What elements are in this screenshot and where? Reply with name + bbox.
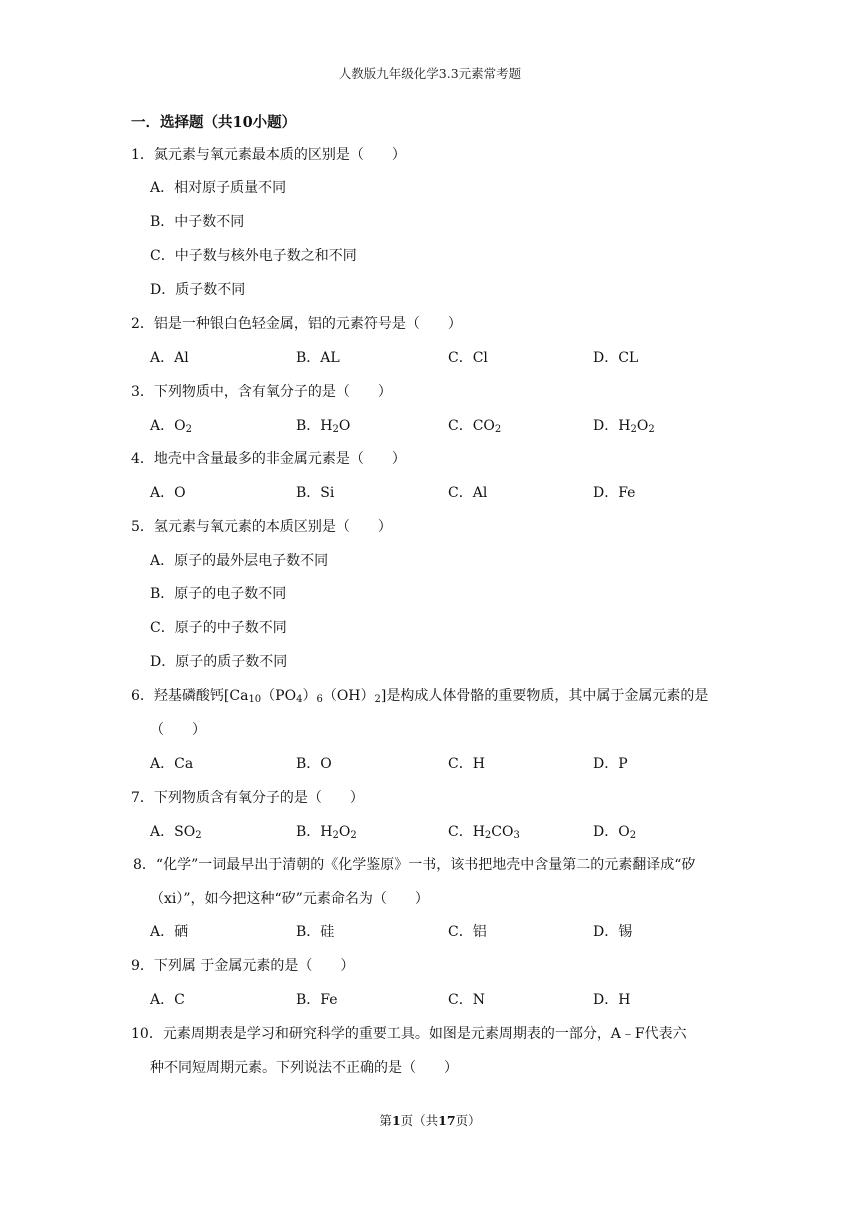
question-4-options [0, 483, 860, 503]
section-title: 一．选择题（共10小题） [131, 114, 297, 131]
question-8-option-d: D．锡 [593, 924, 633, 940]
question-5-option-b: B．原子的电子数不同 [150, 586, 287, 602]
question-8-option-a: A．硒 [150, 924, 189, 940]
question-4-option-d: D．Fe [593, 485, 636, 501]
question-7-stem: 7．下列物质含有氧分子的是（ ） [131, 790, 364, 806]
question-4-option-a: A．O [150, 485, 186, 501]
question-1-option-c: C．中子数与核外电子数之和不同 [150, 248, 357, 264]
question-8-option-b: B．硅 [296, 924, 335, 940]
question-2-option-a: A．Al [150, 350, 189, 366]
question-8-options [0, 922, 860, 942]
question-10-stem-cont: 种不同短周期元素。下列说法不正确的是（ ） [150, 1060, 458, 1076]
question-1-stem: 1．氮元素与氧元素最本质的区别是（ ） [131, 147, 406, 163]
question-4-option-b: B．Si [296, 485, 335, 501]
question-6-option-a: A．Ca [150, 756, 194, 772]
question-6-stem-cont: （ ） [150, 722, 206, 738]
question-9-option-d: D．H [593, 992, 631, 1008]
question-6-option-c: C．H [448, 756, 485, 772]
question-1-option-a: A．相对原子质量不同 [150, 180, 287, 196]
question-2-stem: 2．铝是一种银白色轻金属，铝的元素符号是（ ） [131, 316, 462, 332]
question-3-option-a: A．$O_2$ [150, 418, 192, 435]
question-6-option-d: D．P [593, 756, 628, 772]
question-3-options [0, 416, 860, 436]
page-footer: 第1页（共17页） [379, 1113, 481, 1128]
question-6-option-b: B．O [296, 756, 332, 772]
total-page-count: 17 [438, 1113, 456, 1128]
question-7-option-d: D．$O_2$ [593, 824, 637, 841]
question-2-option-d: D．CL [593, 350, 639, 366]
question-6-options [0, 754, 860, 774]
question-5-option-d: D．原子的质子数不同 [150, 654, 288, 670]
question-7-options [0, 822, 860, 842]
question-3-option-d: D．$H_2O_2$ [593, 418, 655, 435]
question-7-option-c: C．$H_2CO_3$ [448, 824, 520, 841]
question-2-option-c: C．Cl [448, 350, 488, 366]
question-6-stem: 6．羟基磷酸钙$[Ca_{10}(PO_4)_6(OH)_2]$是构成人体骨骼的重要物质，其中属于金属元素的是 [131, 688, 709, 705]
question-1-option-d: D．质子数不同 [150, 282, 246, 298]
question-2-option-b: B．AL [296, 350, 340, 366]
question-4-option-c: C．Al [448, 485, 488, 501]
question-9-option-c: C．N [448, 992, 485, 1008]
question-9-options [0, 990, 860, 1010]
question-5-option-a: A．原子的最外层电子数不同 [150, 553, 329, 569]
question-5-stem: 5．氢元素与氧元素的本质区别是（ ） [131, 519, 392, 535]
page-header: 人教版九年级化学3.3元素常考题 [338, 66, 522, 81]
question-1-option-b: B．中子数不同 [150, 214, 245, 230]
question-4-stem: 4．地壳中含量最多的非金属元素是（ ） [131, 451, 406, 467]
question-7-option-a: A．$SO_2$ [150, 824, 202, 841]
question-9-option-b: B．Fe [296, 992, 338, 1008]
question-3-stem: 3．下列物质中，含有氧分子的是（ ） [131, 384, 392, 400]
question-8-stem: 8．“化学”一词最早出于清朝的《化学鉴原》一书，该书把地壳中含量第二的元素翻译成“矽 [133, 857, 696, 873]
current-page-number: 1 [391, 1113, 401, 1128]
question-9-option-a: A．C [150, 992, 185, 1008]
question-9-stem: 9．下列属 于金属元素的是（ ） [131, 958, 355, 974]
question-2-options [0, 348, 860, 368]
question-3-option-c: C．$CO_2$ [448, 418, 502, 435]
question-7-option-b: B．$H_2O_2$ [296, 824, 357, 841]
question-10-stem: 10．元素周期表是学习和研究科学的重要工具。如图是元素周期表的一部分，A﹣F代表六 [131, 1026, 687, 1042]
question-8-option-c: C．铝 [448, 924, 487, 940]
question-3-option-b: B．$H_2O$ [296, 418, 351, 435]
question-5-option-c: C．原子的中子数不同 [150, 620, 287, 636]
question-8-stem-cont: （xi）”，如今把这种“矽”元素命名为（ ） [150, 891, 429, 907]
